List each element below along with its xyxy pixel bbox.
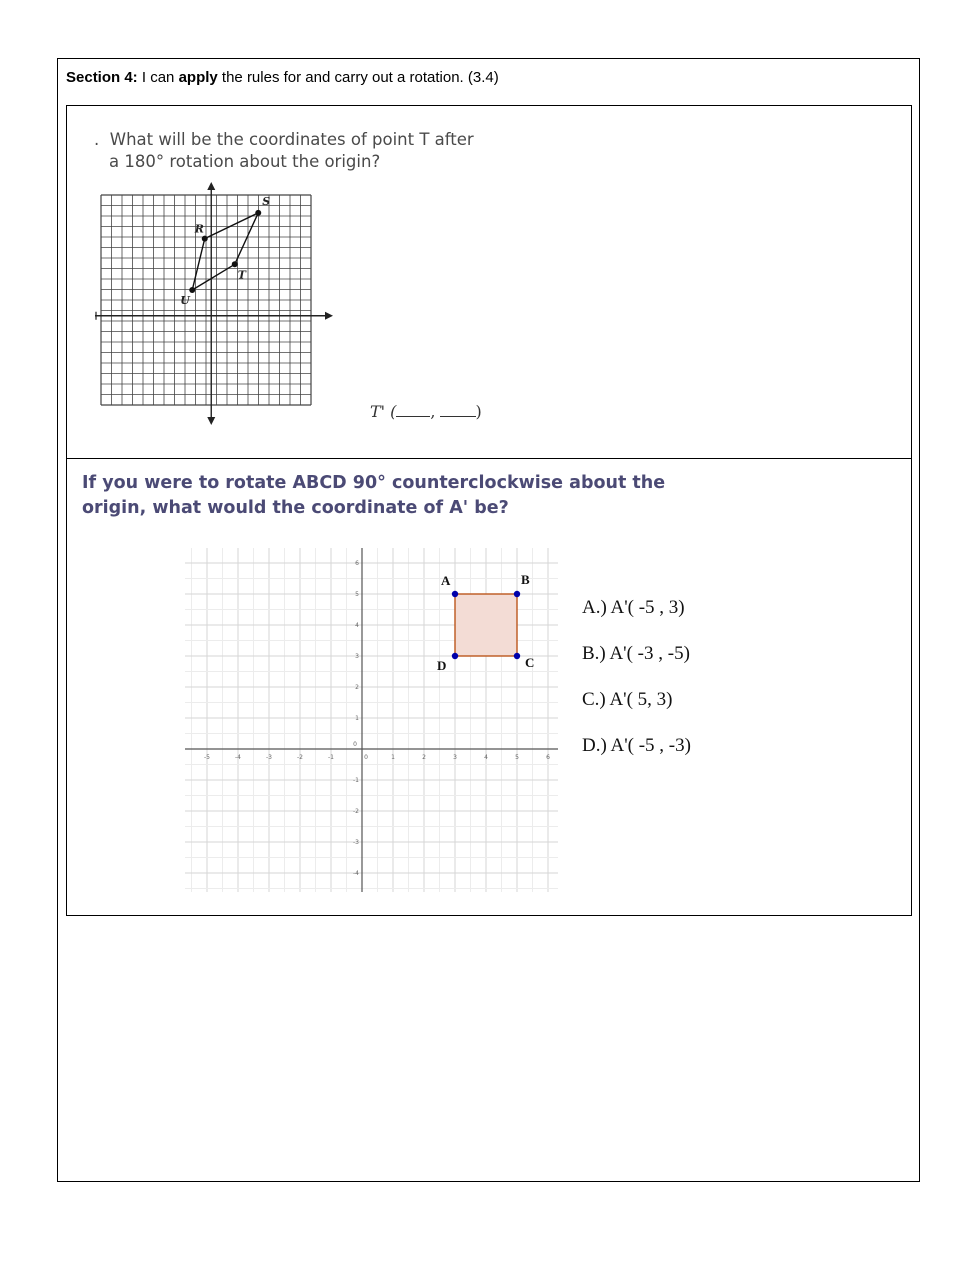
question-2-line-2: origin, what would the coordinate of A' be?: [82, 498, 509, 518]
question-1-text: [94, 129, 474, 173]
section-label: Section 4:: [66, 69, 138, 86]
question-2-text: [82, 471, 665, 521]
point-label-u: U: [180, 294, 190, 308]
vertex-a: [452, 591, 458, 597]
x-tick-label: 1: [391, 754, 395, 761]
question-1-grid: [90, 180, 340, 420]
y-tick-label: -2: [353, 808, 359, 815]
x-tick-label: -4: [235, 754, 241, 761]
question-1-line-1: What will be the coordinates of point T after: [109, 130, 474, 149]
x-tick-label: 2: [422, 754, 426, 761]
y-tick-label: 2: [355, 684, 359, 691]
t-prime-prefix: T' (: [370, 402, 397, 421]
point-label-t: T: [237, 268, 246, 282]
point-label-r: R: [194, 222, 204, 236]
square-abcd: [455, 594, 517, 656]
point-r: [202, 236, 208, 242]
answer-choices: [582, 597, 691, 781]
y-tick-label: 6: [355, 560, 359, 567]
y-tick-label: -4: [353, 870, 359, 877]
section-header: [66, 69, 499, 86]
point-t: [232, 261, 238, 267]
y-tick-label: 4: [355, 622, 359, 629]
point-s: [255, 210, 261, 216]
vertex-c: [514, 653, 520, 659]
choice-c[interactable]: C.) A'( 5, 3): [582, 689, 673, 710]
question-2-line-1: If you were to rotate ABCD 90° counterclockwise about the: [82, 473, 666, 493]
grid1-x-arrow: [325, 312, 333, 320]
section-text-suffix: the rules for and carry out a rotation. (3.4): [221, 69, 499, 86]
vertex-label-d: D: [437, 658, 447, 673]
question-1-line-2: a 180° rotation about the origin?: [109, 152, 381, 171]
y-tick-label: 1: [355, 715, 359, 722]
section-bold-word: apply: [178, 69, 218, 86]
point-u: [189, 287, 195, 293]
choice-a[interactable]: A.) A'( -5 , 3): [582, 597, 685, 618]
point-label-s: S: [262, 194, 271, 208]
y-tick-label: 3: [355, 653, 359, 660]
vertex-label-c: C: [525, 655, 535, 670]
abcd-coordinate-plane: [180, 540, 570, 900]
y-tick-label: -3: [353, 839, 359, 846]
vertex-d: [452, 653, 458, 659]
x-tick-label: -2: [297, 754, 303, 761]
section-text-prefix: I can: [141, 69, 175, 86]
x-tick-label: 4: [484, 754, 488, 761]
choice-b[interactable]: B.) A'( -3 , -5): [582, 643, 690, 664]
x-tick-label: 3: [453, 754, 457, 761]
vertex-label-b: B: [521, 572, 530, 587]
vertex-label-a: A: [441, 573, 451, 588]
x-tick-label: -1: [328, 754, 334, 761]
grid1-y-arrow-up: [207, 182, 215, 190]
x-tick-label: 5: [515, 754, 519, 761]
y-tick-label: 5: [355, 591, 359, 598]
t-prime-suffix: ): [475, 402, 482, 421]
vertex-b: [514, 591, 520, 597]
t-prime-answer[interactable]: [370, 402, 482, 421]
y-tick-label: 0: [353, 741, 357, 748]
question-1-bullet: .: [94, 130, 100, 149]
x-tick-label: 6: [546, 754, 550, 761]
x-tick-label: -3: [266, 754, 272, 761]
choice-d[interactable]: D.) A'( -5 , -3): [582, 735, 691, 756]
x-tick-label: 0: [364, 754, 368, 761]
y-tick-label: -1: [353, 777, 359, 784]
t-prime-sep: ,: [430, 402, 436, 421]
x-tick-label: -5: [204, 754, 210, 761]
